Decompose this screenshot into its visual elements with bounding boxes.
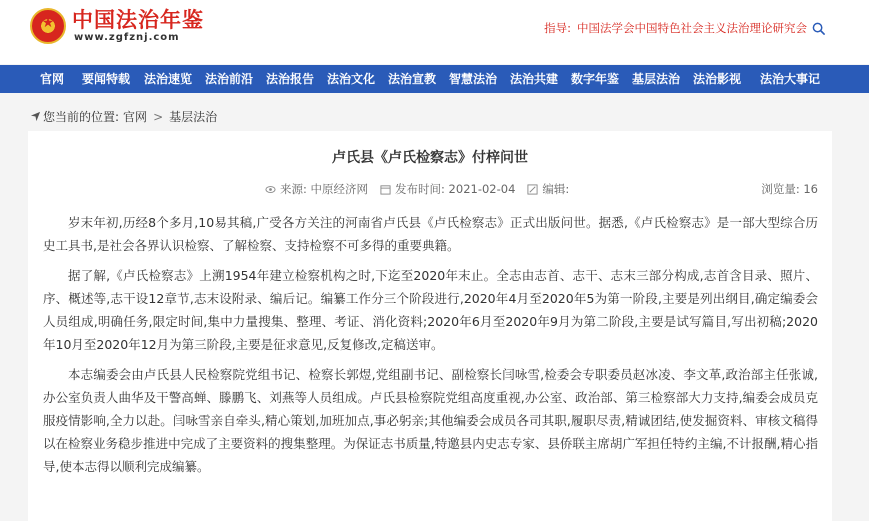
guide-label: 指导: [544, 21, 571, 35]
national-emblem-icon [30, 8, 66, 44]
nav-item-events[interactable]: 法治大事记 [760, 72, 821, 86]
logo-url: www.zgfznj.com [74, 32, 180, 43]
guide-text [544, 20, 807, 36]
location-pin-icon [30, 111, 41, 122]
article-date: 发布时间: 2021-02-04 [395, 182, 516, 196]
nav-item-home[interactable]: 官网 [40, 72, 65, 86]
breadcrumb-label: 您当前的位置: [43, 110, 120, 124]
breadcrumb [30, 108, 217, 125]
calendar-icon [380, 184, 391, 195]
article-card [28, 131, 832, 521]
breadcrumb-home[interactable]: 官网 [123, 110, 148, 124]
view-count: 浏览量: 16 [761, 182, 818, 196]
nav-item-culture[interactable]: 法治文化 [327, 72, 376, 86]
search-icon[interactable] [812, 22, 825, 35]
article-source: 来源: 中原经济网 [280, 182, 369, 196]
edit-icon [527, 184, 538, 195]
nav-item-grassroots[interactable]: 基层法治 [632, 72, 681, 86]
nav-item-digital-yearbook[interactable]: 数字年鉴 [571, 72, 620, 86]
paragraph: 据了解,《卢氏检察志》上溯1954年建立检察机构之时,下迄至2020年末止。全志由志首、志干、志末三部分构成,志首含目录、照片、序、概述等,志干设12章节,志末设附录、编后记。编纂工作分三个阶段进行,2020年4月至2020年5为第一阶段,主要是列出纲目,确定编委会人员组成,明确任务,限定时间,集中力量搜集、整理、考证、消化资料;2020年6月至2020年9月为第二阶段,主要是试写篇目,写出初稿;2020年10月至2020年12月为第三阶段,主要是征求意见,反复修改,定稿送审。 [43, 268, 818, 352]
paragraph: 岁末年初,历经8个多月,10易其稿,广受各方关注的河南省卢氏县《卢氏检察志》正式出版问世。据悉,《卢氏检察志》是一部大型综合历史工具书,是社会各界认识检察、了解检察、支持检察不可多得的重要典籍。 [43, 215, 818, 253]
article-editor: 编辑: [542, 182, 570, 196]
nav-item-film[interactable]: 法治影视 [693, 72, 742, 86]
nav-item-smart-law[interactable]: 智慧法治 [449, 72, 498, 86]
article-body [43, 211, 818, 485]
nav-item-education[interactable]: 法治宣教 [388, 72, 437, 86]
main-nav [0, 65, 869, 93]
breadcrumb-current[interactable]: 基层法治 [169, 110, 218, 124]
article-meta [265, 181, 581, 197]
article-title: 卢氏县《卢氏检察志》付梓问世 [332, 150, 528, 166]
guide-value[interactable]: 中国法学会中国特色社会主义法治理论研究会 [577, 21, 807, 35]
logo-title: 中国法治年鉴 [72, 8, 204, 32]
site-logo[interactable] [30, 8, 204, 44]
eye-icon [265, 184, 276, 195]
nav-item-reports[interactable]: 法治报告 [266, 72, 315, 86]
nav-item-quick-view[interactable]: 法治速览 [144, 72, 193, 86]
nav-item-featured[interactable]: 要闻特载 [82, 72, 131, 86]
breadcrumb-separator: > [153, 109, 164, 124]
paragraph: 本志编委会由卢氏县人民检察院党组书记、检察长郭煜,党组副书记、副检察长闫咏雪,检委会专职委员赵冰凌、李文革,政治部主任张诚,办公室负责人曲华及干警高蝉、滕鹏飞、刘燕等人员组成。卢氏县检察院党组高度重视,办公室、政治部、第三检察部大力支持,编委会成员克服疫情影响,全力以赴。闫咏雪亲自牵头,精心策划,加班加点,事必躬亲;其他编委会成员各司其职,履职尽责,精诚团结,使发掘资料、审核文稿得以在检察业务稳步推进中完成了主要资料的搜集整理。为保证志书质量,特邀县内史志专家、县侨联主席胡广军担任特约主编,不计报酬,精心指导,使本志得以顺利完成编纂。 [43, 367, 818, 474]
nav-item-co-building[interactable]: 法治共建 [510, 72, 559, 86]
site-header [0, 0, 869, 64]
nav-item-frontier[interactable]: 法治前沿 [205, 72, 254, 86]
